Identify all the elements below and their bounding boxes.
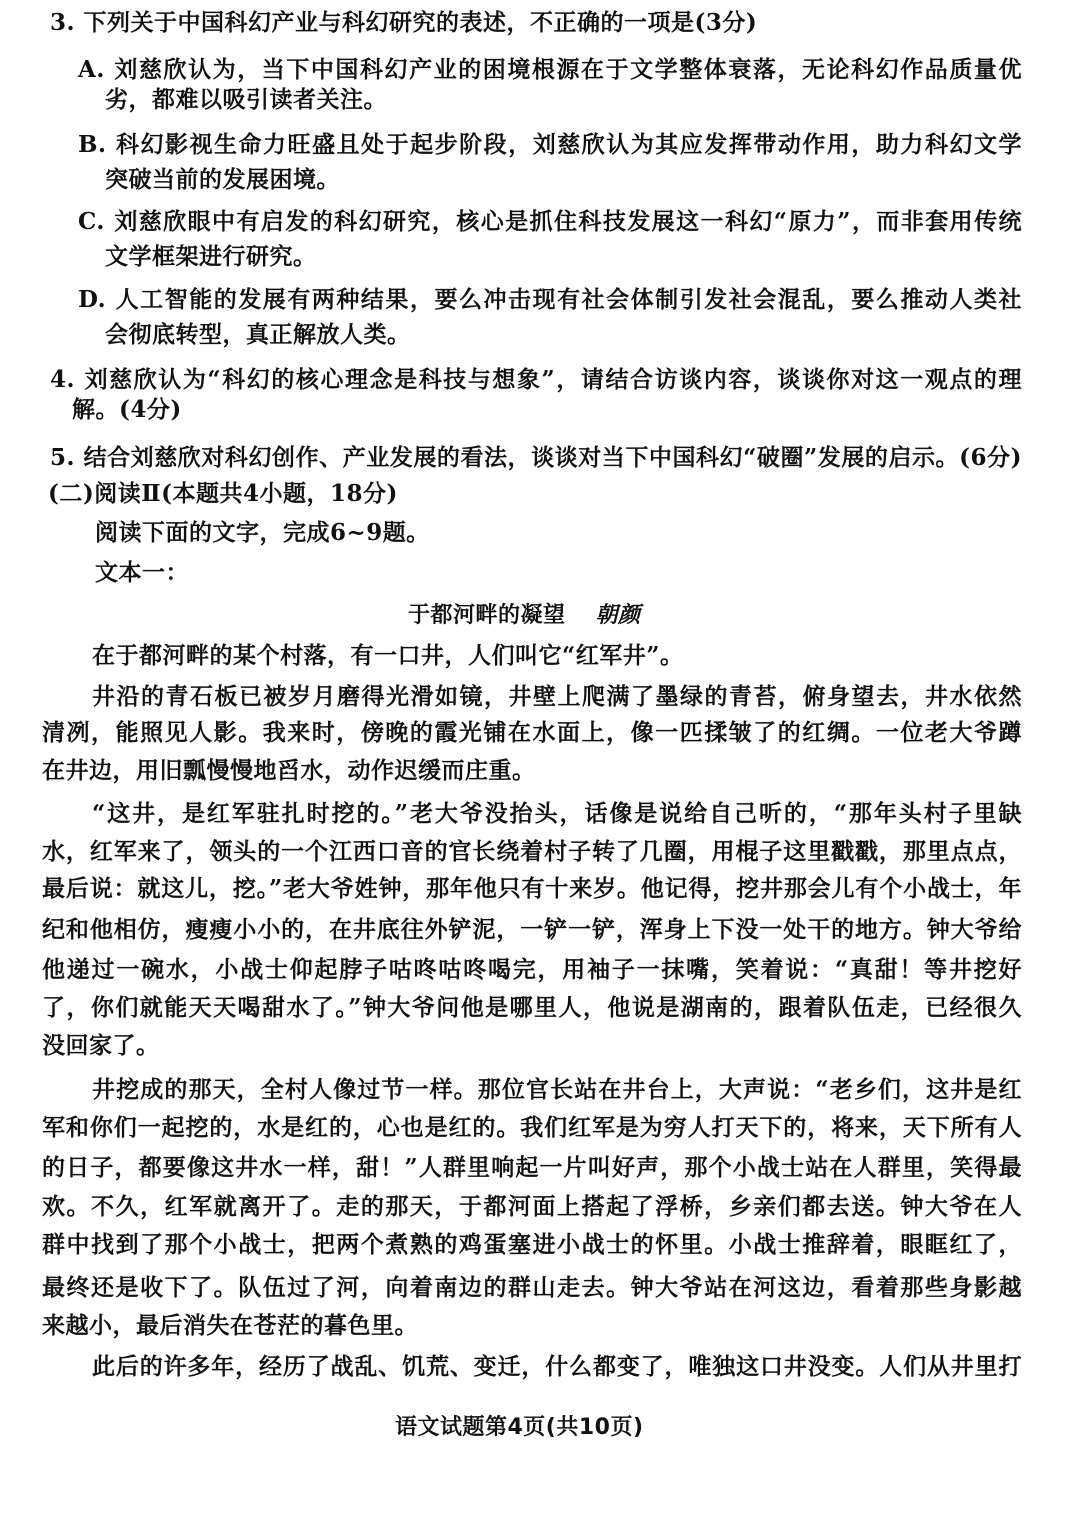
passage-line: 他递过一碗水，小战士仰起脖子咕咚咕咚喝完，用袖子一抹嘴，笑着说：“真甜！等井挖好 xyxy=(42,956,1022,983)
passage-line: 没回家了。 xyxy=(42,1032,160,1059)
passage-line: “这井，是红军驻扎时挖的。”老大爷没抬头，话像是说给自己听的，“那年头村子里缺 xyxy=(92,800,1022,827)
option-d-cont: 会彻底转型，真正解放人类。 xyxy=(105,321,411,348)
passage-title-line xyxy=(408,600,641,630)
page-footer: 语文试题第4页(共10页) xyxy=(395,1415,644,1440)
option-d: D. 人工智能的发展有两种结果，要么冲击现有社会体制引发社会混乱，要么推动人类社 xyxy=(78,286,1022,313)
option-b: B. 科幻影视生命力旺盛且处于起步阶段，刘慈欣认为其应发挥带动作用，助力科幻文学 xyxy=(78,131,1022,158)
passage-line: 最终还是收下了。队伍过了河，向着南边的群山走去。钟大爷站在河这边，看着那些身影越 xyxy=(42,1274,1022,1301)
option-c-cont: 文学框架进行研究。 xyxy=(105,243,317,270)
passage-line: 纪和他相仿，瘦瘦小小的，在井底往外铲泥，一铲一铲，浑身上下没一处干的地方。钟大爷给 xyxy=(42,916,1022,943)
passage-line: 在井边，用旧瓢慢慢地舀水，动作迟缓而庄重。 xyxy=(42,757,536,784)
option-c: C. 刘慈欣眼中有启发的科幻研究，核心是抓住科技发展这一科幻“原力”，而非套用传统 xyxy=(78,208,1022,235)
question-3-stem: 3. 下列关于中国科幻产业与科幻研究的表述，不正确的一项是(3分) xyxy=(50,9,758,36)
question-5: 5. 结合刘慈欣对科幻创作、产业发展的看法，谈谈对当下中国科幻“破圈”发展的启示。(6分) xyxy=(50,444,1022,471)
passage-line: 群中找到了那个小战士，把两个煮熟的鸡蛋塞进小战士的怀里。小战士推辞着，眼眶红了， xyxy=(42,1231,1022,1258)
passage-author: 朝颜 xyxy=(595,602,641,628)
section-heading: (二)阅读Ⅱ(本题共4小题，18分) xyxy=(48,480,398,507)
passage-line: 欢。不久，红军就离开了。走的那天，于都河面上搭起了浮桥，乡亲们都去送。钟大爷在人 xyxy=(42,1193,1022,1220)
passage-line: 井沿的青石板已被岁月磨得光滑如镜，井壁上爬满了墨绿的青苔，俯身望去，井水依然 xyxy=(92,683,1022,710)
passage-line: 在于都河畔的某个村落，有一口井，人们叫它“红军井”。 xyxy=(92,642,684,669)
section-instruction: 阅读下面的文字，完成6~9题。 xyxy=(95,519,430,546)
option-b-cont: 突破当前的发展困境。 xyxy=(105,166,340,193)
option-a: A. 刘慈欣认为，当下中国科幻产业的困境根源在于文学整体衰落，无论科幻作品质量优 xyxy=(78,56,1022,83)
passage-line: 最后说：就这儿，挖。”老大爷姓钟，那年他只有十来岁。他记得，挖井那会儿有个小战士，年 xyxy=(42,875,1022,902)
passage-line: 了，你们就能天天喝甜水了。”钟大爷问他是哪里人，他说是湖南的，跟着队伍走，已经很久 xyxy=(42,994,1022,1021)
passage-line: 水，红军来了，领头的一个江西口音的官长绕着村子转了几圈，用棍子这里戳戳，那里点点， xyxy=(42,838,1022,865)
option-a-cont: 劣，都难以吸引读者关注。 xyxy=(105,86,387,113)
passage-title: 于都河畔的凝望 xyxy=(408,602,566,628)
passage-line: 军和你们一起挖的，水是红的，心也是红的。我们红军是为穷人打天下的，将来，天下所有人 xyxy=(42,1114,1022,1141)
passage-line: 的日子，都要像这井水一样，甜！”人群里响起一片叫好声，那个小战士站在人群里，笑得最 xyxy=(42,1154,1022,1181)
passage-line: 井挖成的那天，全村人像过节一样。那位官长站在井台上，大声说：“老乡们，这井是红 xyxy=(92,1076,1022,1103)
text-label: 文本一： xyxy=(95,559,189,586)
passage-line: 清冽，能照见人影。我来时，傍晚的霞光铺在水面上，像一匹揉皱了的红绸。一位老大爷蹲 xyxy=(42,719,1022,746)
question-4: 4. 刘慈欣认为“科幻的核心理念是科技与想象”，请结合访谈内容，谈谈你对这一观点的理 xyxy=(50,366,1022,393)
passage-line: 来越小，最后消失在苍茫的暮色里。 xyxy=(42,1312,418,1339)
passage-line: 此后的许多年，经历了战乱、饥荒、变迁，什么都变了，唯独这口井没变。人们从井里打 xyxy=(92,1353,1022,1380)
question-4-cont: 解。(4分) xyxy=(72,396,182,423)
